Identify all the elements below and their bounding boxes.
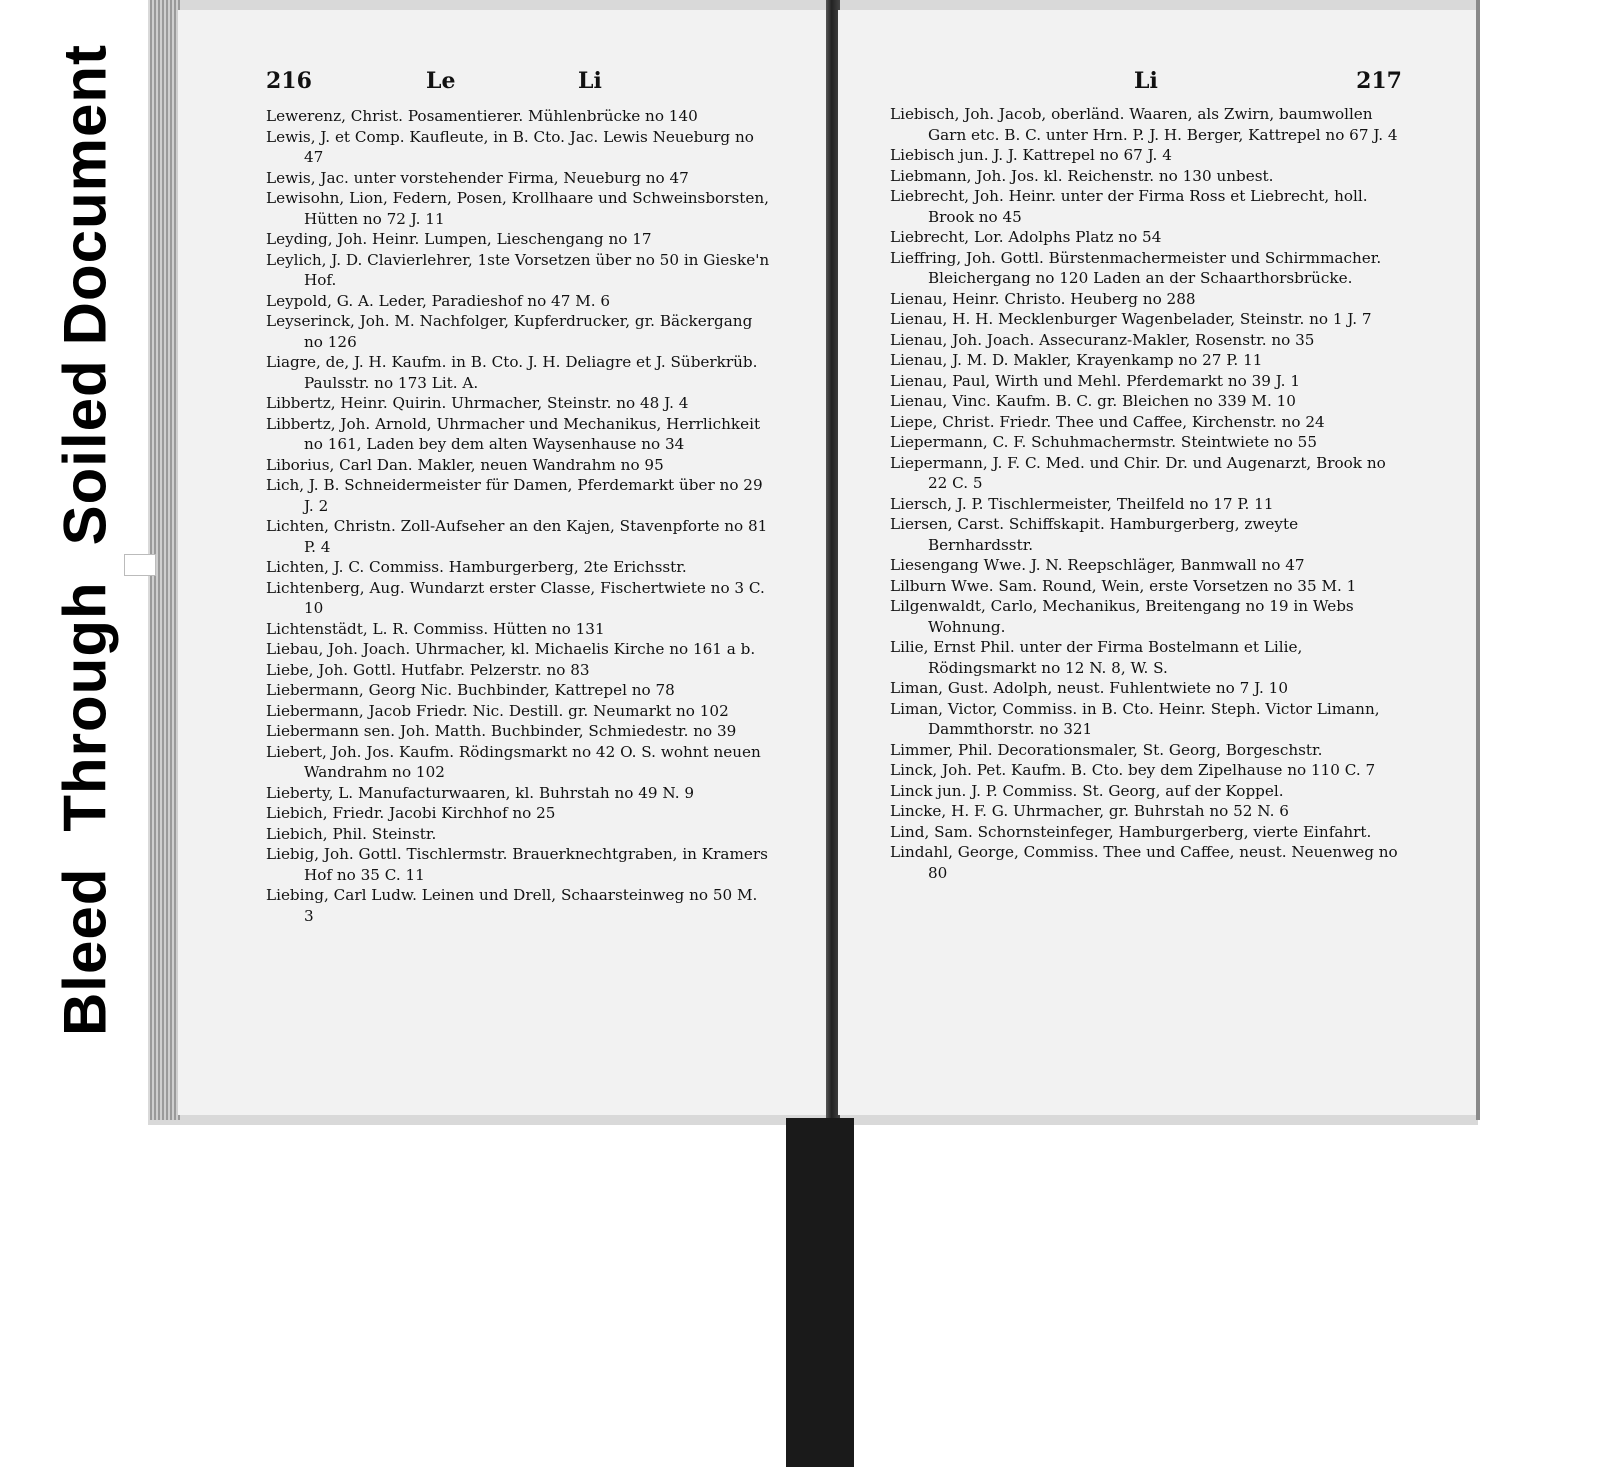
directory-entry: Liebau, Joh. Joach. Uhrmacher, kl. Michaelis Kirche no 161 a b.: [266, 640, 756, 658]
page-number: 216: [266, 68, 312, 94]
directory-entry: Lilie, Ernst Phil. unter der Firma Bostelmann et Lilie, Rödingsmarkt no 12 N. 8, W. S.: [890, 638, 1303, 677]
page-number: 217: [1356, 68, 1402, 94]
directory-entry: Liebrecht, Joh. Heinr. unter der Firma Ross et Liebrecht, holl. Brook no 45: [890, 187, 1368, 226]
directory-entry: Libbertz, Heinr. Quirin. Uhrmacher, Steinstr. no 48 J. 4: [266, 394, 689, 412]
directory-entry: Linck, Joh. Pet. Kaufm. B. Cto. bey dem Zipelhause no 110 C. 7: [890, 761, 1376, 779]
directory-entry: Liagre, de, J. H. Kaufm. in B. Cto. J. H. Deliagre et J. Süberkrüb. Paulsstr. no 173 Lit. A.: [266, 353, 758, 392]
directory-entry: Liebermann sen. Joh. Matth. Buchbinder, Schmiedestr. no 39: [266, 722, 737, 740]
directory-entry: Liebisch jun. J. J. Kattrepel no 67 J. 4: [890, 146, 1172, 164]
directory-entry: Lichten, J. C. Commiss. Hamburgerberg, 2te Erichsstr.: [266, 558, 687, 576]
directory-entry: Liebing, Carl Ludw. Leinen und Drell, Schaarsteinweg no 50 M. 3: [266, 886, 758, 925]
directory-entry: Libbertz, Joh. Arnold, Uhrmacher und Mechanikus, Herrlichkeit no 161, Laden bey dem alten Waysenhause no 34: [266, 414, 761, 453]
directory-entry: Leypold, G. A. Leder, Paradieshof no 47 M. 6: [266, 291, 611, 310]
directory-entry: Liebich, Phil. Steinstr.: [266, 824, 437, 843]
directory-entry: Liebermann, Georg Nic. Buchbinder, Kattrepel no 78: [266, 681, 675, 699]
directory-entry: Liebe, Joh. Gottl. Hutfabr. Pelzerstr. no 83: [266, 660, 590, 679]
stamp-word: Soiled: [51, 359, 119, 546]
directory-entry: Leyserinck, Joh. M. Nachfolger, Kupferdrucker, gr. Bäckergang no 126: [266, 312, 753, 351]
directory-entry: Lienau, H. H. Mecklenburger Wagenbelader, Steinstr. no 1 J. 7: [890, 310, 1372, 328]
directory-entry: Liepermann, J. F. C. Med. und Chir. Dr. und Augenarzt, Brook no 22 C. 5: [890, 453, 1386, 492]
directory-entry: Liesengang Wwe. J. N. Reepschläger, Banmwall no 47: [890, 556, 1305, 574]
directory-entry: Liepermann, C. F. Schuhmachermstr. Steintwiete no 55: [890, 433, 1318, 451]
directory-entry: Lieffring, Joh. Gottl. Bürstenmachermeister und Schirmmacher. Bleichergang no 120 Laden an der Schaarthorsbrücke.: [890, 248, 1382, 287]
directory-entry: Lienau, J. M. D. Makler, Krayenkamp no 27 P. 11: [890, 351, 1263, 369]
directory-entry: Lilburn Wwe. Sam. Round, Wein, erste Vorsetzen no 35 M. 1: [890, 576, 1357, 595]
directory-entry: Lilgenwaldt, Carlo, Mechanikus, Breitengang no 19 in Webs Wohnung.: [890, 597, 1354, 636]
directory-entry: Linck jun. J. P. Commiss. St. Georg, auf der Koppel.: [890, 781, 1284, 800]
directory-entry: Liebig, Joh. Gottl. Tischlermstr. Brauerknechtgraben, in Kramers Hof no 35 C. 11: [266, 845, 768, 884]
right-entry-list: [890, 104, 1402, 883]
spine-strip: [786, 1118, 854, 1467]
directory-entry: Liman, Gust. Adolph, neust. Fuhlentwiete no 7 J. 10: [890, 679, 1288, 697]
directory-entry: Limmer, Phil. Decorationsmaler, St. Georg, Borgeschstr.: [890, 740, 1323, 759]
directory-entry: Leyding, Joh. Heinr. Lumpen, Lieschengang no 17: [266, 230, 652, 248]
page-frame: [1476, 0, 1480, 1120]
directory-entry: Lewis, Jac. unter vorstehender Firma, Neueburg no 47: [266, 168, 689, 187]
directory-entry: Lind, Sam. Schornsteinfeger, Hamburgerberg, vierte Einfahrt.: [890, 822, 1372, 841]
directory-entry: Lichtenstädt, L. R. Commiss. Hütten no 131: [266, 619, 605, 638]
directory-entry: Liborius, Carl Dan. Makler, neuen Wandrahm no 95: [266, 455, 664, 474]
directory-entry: Lienau, Paul, Wirth und Mehl. Pferdemarkt no 39 J. 1: [890, 371, 1300, 390]
directory-entry: Liebrecht, Lor. Adolphs Platz no 54: [890, 228, 1162, 246]
directory-entry: Lewis, J. et Comp. Kaufleute, in B. Cto. Jac. Lewis Neueburg no 47: [266, 127, 754, 166]
left-page-header: [266, 68, 771, 98]
running-head-left: Le: [426, 68, 456, 94]
stamp-word: Bleed: [51, 867, 119, 1037]
stamp-word: Through: [51, 581, 119, 832]
left-entry-list: [266, 106, 771, 926]
directory-entry: Lincke, H. F. G. Uhrmacher, gr. Buhrstah no 52 N. 6: [890, 802, 1289, 820]
right-page-header: [890, 68, 1402, 98]
directory-entry: Lewisohn, Lion, Federn, Posen, Krollhaare und Schweinsborsten, Hütten no 72 J. 11: [266, 189, 769, 228]
directory-entry: Lieberty, L. Manufacturwaaren, kl. Buhrstah no 49 N. 9: [266, 783, 695, 802]
directory-entry: Liman, Victor, Commiss. in B. Cto. Heinr. Steph. Victor Limann, Dammthorstr. no 321: [890, 699, 1380, 738]
directory-entry: Leylich, J. D. Clavierlehrer, 1ste Vorsetzen über no 50 in Gieske'n Hof.: [266, 250, 770, 289]
directory-entry: Lienau, Vinc. Kaufm. B. C. gr. Bleichen no 339 M. 10: [890, 392, 1296, 410]
directory-entry: Lindahl, George, Commiss. Thee und Caffee, neust. Neuenweg no 80: [890, 843, 1398, 882]
stamp-label: [40, 30, 130, 1050]
right-page: [838, 10, 1476, 1115]
stamp-text: [51, 44, 120, 1036]
directory-entry: Lewerenz, Christ. Posamentierer. Mühlenbrücke no 140: [266, 107, 698, 125]
directory-entry: Lienau, Heinr. Christo. Heuberg no 288: [890, 289, 1196, 308]
directory-entry: Lich, J. B. Schneidermeister für Damen, Pferdemarkt über no 29 J. 2: [266, 476, 763, 515]
directory-entry: Liebisch, Joh. Jacob, oberländ. Waaren, als Zwirn, baumwollen Garn etc. B. C. unter Hrn. P. J. H. Berger, Kattrepel no 67 J. 4: [890, 105, 1398, 144]
directory-entry: Liebermann, Jacob Friedr. Nic. Destill. gr. Neumarkt no 102: [266, 701, 729, 720]
directory-entry: Liersch, J. P. Tischlermeister, Theilfeld no 17 P. 11: [890, 494, 1274, 513]
directory-entry: Liebert, Joh. Jos. Kaufm. Rödingsmarkt no 42 O. S. wohnt neuen Wandrahm no 102: [266, 742, 761, 781]
page-tab: [124, 554, 156, 576]
directory-entry: Liepe, Christ. Friedr. Thee und Caffee, Kirchenstr. no 24: [890, 412, 1325, 431]
directory-entry: Liersen, Carst. Schiffskapit. Hamburgerberg, zweyte Bernhardsstr.: [890, 515, 1299, 554]
directory-entry: Liebmann, Joh. Jos. kl. Reichenstr. no 130 unbest.: [890, 166, 1274, 185]
stamp-word: Document: [51, 43, 119, 346]
directory-entry: Lichtenberg, Aug. Wundarzt erster Classe, Fischertwiete no 3 C. 10: [266, 578, 765, 617]
directory-entry: Lichten, Christn. Zoll-Aufseher an den Kajen, Stavenpforte no 81 P. 4: [266, 517, 768, 556]
left-page: [178, 10, 828, 1115]
running-head: Li: [1134, 68, 1158, 94]
directory-entry: Liebich, Friedr. Jacobi Kirchhof no 25: [266, 804, 556, 822]
directory-entry: Lienau, Joh. Joach. Assecuranz-Makler, Rosenstr. no 35: [890, 330, 1315, 349]
running-head-right: Li: [578, 68, 602, 94]
